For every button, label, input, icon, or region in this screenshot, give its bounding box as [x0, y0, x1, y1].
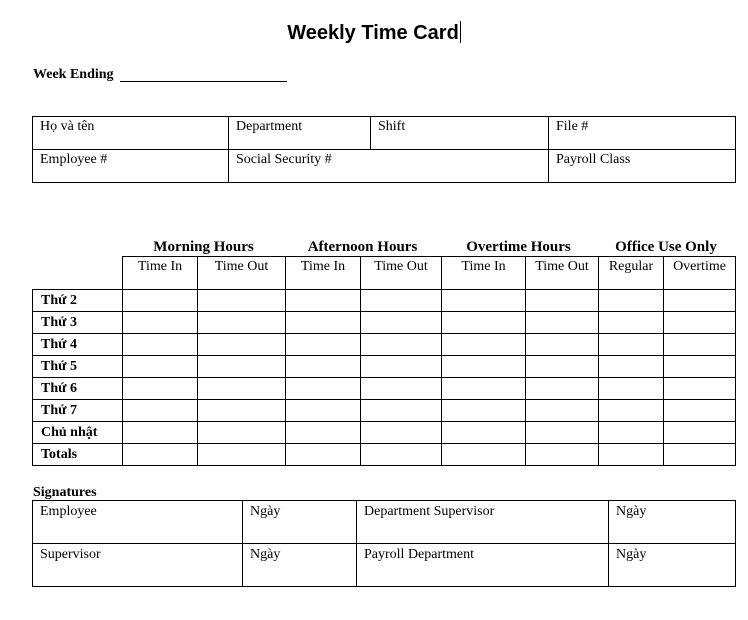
hours-cell[interactable] — [599, 356, 664, 378]
hours-cell[interactable] — [526, 444, 599, 466]
hours-cell[interactable] — [442, 422, 526, 444]
hours-cell[interactable] — [664, 312, 736, 334]
hours-cell[interactable] — [123, 334, 198, 356]
social-security-field[interactable]: Social Security # — [229, 150, 549, 183]
table-row — [33, 312, 736, 334]
column-header: Time Out — [361, 257, 442, 290]
hours-cell[interactable] — [361, 356, 442, 378]
table-row — [33, 400, 736, 422]
shift-field[interactable]: Shift — [371, 117, 549, 150]
employee-info-table — [32, 116, 736, 183]
hours-cell[interactable] — [198, 356, 286, 378]
hours-cell[interactable] — [526, 378, 599, 400]
hours-cell[interactable] — [286, 312, 361, 334]
hours-cell[interactable] — [361, 378, 442, 400]
column-header: Time Out — [198, 257, 286, 290]
supervisor-date-field[interactable]: Ngày — [243, 544, 357, 587]
department-field[interactable]: Department — [229, 117, 371, 150]
week-ending-field[interactable] — [120, 81, 287, 82]
hours-cell[interactable] — [123, 422, 198, 444]
row-label: Thứ 2 — [33, 290, 123, 312]
payroll-department-signature-field[interactable]: Payroll Department — [357, 544, 609, 587]
hours-cell[interactable] — [286, 356, 361, 378]
hours-cell[interactable] — [361, 400, 442, 422]
group-afternoon-hours: Afternoon Hours — [307, 239, 418, 255]
column-header: Time In — [286, 257, 361, 290]
employee-signature-field[interactable]: Employee — [33, 501, 243, 544]
hours-cell[interactable] — [664, 356, 736, 378]
hours-cell[interactable] — [442, 290, 526, 312]
hours-cell[interactable] — [198, 422, 286, 444]
signatures-table — [32, 500, 736, 587]
hours-cell[interactable] — [599, 378, 664, 400]
column-header: Time In — [442, 257, 526, 290]
row-label: Chủ nhật — [33, 422, 123, 444]
hours-cell[interactable] — [286, 444, 361, 466]
hours-cell[interactable] — [442, 444, 526, 466]
table-row — [33, 378, 736, 400]
hours-cell[interactable] — [599, 422, 664, 444]
hours-cell[interactable] — [361, 312, 442, 334]
hours-cell[interactable] — [123, 444, 198, 466]
hours-cell[interactable] — [599, 400, 664, 422]
hours-cell[interactable] — [442, 312, 526, 334]
hours-cell[interactable] — [664, 400, 736, 422]
row-label: Thứ 4 — [33, 334, 123, 356]
hours-cell[interactable] — [361, 444, 442, 466]
employee-date-field[interactable]: Ngày — [243, 501, 357, 544]
hours-cell[interactable] — [361, 334, 442, 356]
hours-cell[interactable] — [286, 400, 361, 422]
row-label: Thứ 7 — [33, 400, 123, 422]
hours-cell[interactable] — [664, 290, 736, 312]
hours-cell[interactable] — [599, 334, 664, 356]
hours-cell[interactable] — [526, 422, 599, 444]
hours-cell[interactable] — [361, 290, 442, 312]
employee-number-field[interactable]: Employee # — [33, 150, 229, 183]
column-header: Overtime — [664, 257, 736, 290]
table-row — [33, 334, 736, 356]
hours-cell[interactable] — [442, 400, 526, 422]
column-header: Regular — [599, 257, 664, 290]
hours-cell[interactable] — [286, 422, 361, 444]
hours-cell[interactable] — [442, 378, 526, 400]
file-number-field[interactable]: File # — [549, 117, 736, 150]
group-overtime-hours: Overtime Hours — [466, 239, 571, 255]
hours-cell[interactable] — [664, 422, 736, 444]
hours-cell[interactable] — [526, 290, 599, 312]
department-supervisor-signature-field[interactable]: Department Supervisor — [357, 501, 609, 544]
week-ending-label: Week Ending — [33, 67, 114, 82]
hours-cell[interactable] — [599, 444, 664, 466]
payroll-department-date-field[interactable]: Ngày — [609, 544, 736, 587]
hours-cell[interactable] — [442, 356, 526, 378]
hours-cell[interactable] — [664, 378, 736, 400]
group-office-use-only: Office Use Only — [615, 239, 717, 255]
page-title: Weekly Time Card — [287, 22, 459, 44]
department-supervisor-date-field[interactable]: Ngày — [609, 501, 736, 544]
payroll-class-field[interactable]: Payroll Class — [549, 150, 736, 183]
hours-cell[interactable] — [664, 444, 736, 466]
hours-cell[interactable] — [123, 312, 198, 334]
hours-cell[interactable] — [664, 334, 736, 356]
hours-cell[interactable] — [526, 334, 599, 356]
row-label: Thứ 5 — [33, 356, 123, 378]
row-label: Totals — [33, 444, 123, 466]
row-label: Thứ 6 — [33, 378, 123, 400]
header-blank — [33, 257, 123, 290]
hours-cell[interactable] — [526, 356, 599, 378]
hours-cell[interactable] — [198, 334, 286, 356]
column-header: Time Out — [526, 257, 599, 290]
hours-cell[interactable] — [198, 400, 286, 422]
name-field[interactable]: Họ và tên — [33, 117, 229, 150]
hours-cell[interactable] — [198, 312, 286, 334]
table-row — [33, 356, 736, 378]
column-header: Time In — [123, 257, 198, 290]
hours-table — [32, 256, 736, 466]
hours-cell[interactable] — [286, 290, 361, 312]
hours-cell[interactable] — [123, 290, 198, 312]
hours-cell[interactable] — [198, 378, 286, 400]
group-morning-hours: Morning Hours — [153, 239, 254, 255]
hours-cell[interactable] — [123, 378, 198, 400]
hours-cell[interactable] — [526, 312, 599, 334]
hours-cell[interactable] — [599, 290, 664, 312]
hours-cell[interactable] — [123, 400, 198, 422]
hours-cell[interactable] — [123, 356, 198, 378]
totals-row — [33, 444, 736, 466]
hours-cell[interactable] — [361, 422, 442, 444]
table-row — [33, 422, 736, 444]
text-cursor — [460, 21, 461, 43]
hours-cell[interactable] — [599, 312, 664, 334]
hours-cell[interactable] — [442, 334, 526, 356]
row-label: Thứ 3 — [33, 312, 123, 334]
hours-cell[interactable] — [286, 378, 361, 400]
hours-cell[interactable] — [198, 444, 286, 466]
signatures-label: Signatures — [33, 485, 97, 500]
table-row — [33, 290, 736, 312]
hours-cell[interactable] — [526, 400, 599, 422]
hours-cell[interactable] — [286, 334, 361, 356]
hours-cell[interactable] — [198, 290, 286, 312]
supervisor-signature-field[interactable]: Supervisor — [33, 544, 243, 587]
